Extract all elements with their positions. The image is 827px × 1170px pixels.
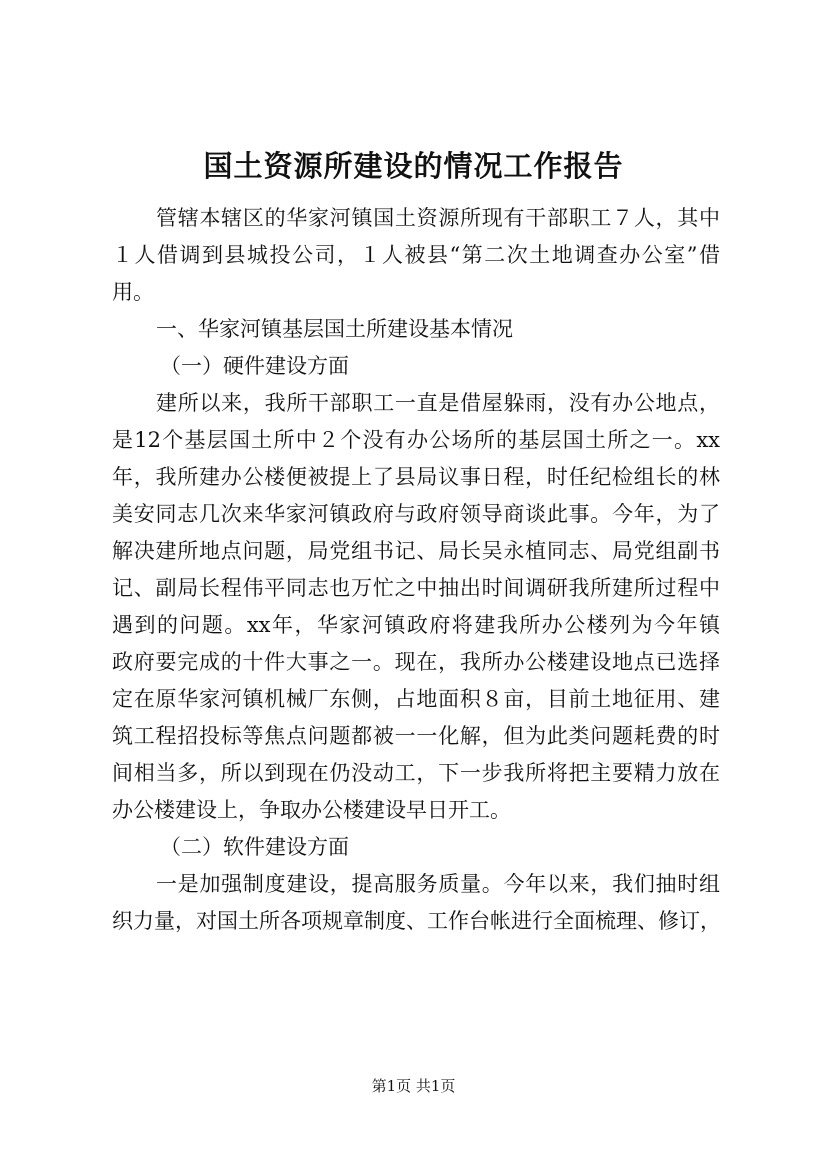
text-line: 间相当多，所以到现在仍没动工，下一步我所将把主要精力放在 xyxy=(112,761,720,785)
text-line: 是12个基层国土所中２个没有办公场所的基层国土所之一。xx xyxy=(112,428,720,452)
text-line: （一）硬件建设方面 xyxy=(160,354,349,378)
text-line: 定在原华家河镇机械厂东侧，占地面积８亩，目前土地征用、建 xyxy=(112,687,720,711)
text-line: １人借调到县城投公司，１人被县“第二次土地调查办公室”借 xyxy=(112,243,720,267)
text-line: 筑工程招投标等焦点问题都被一一化解，但为此类问题耗费的时 xyxy=(112,724,720,748)
text-line: 美安同志几次来华家河镇政府与政府领导商谈此事。今年，为了 xyxy=(112,502,720,526)
text-line: （二）软件建设方面 xyxy=(160,835,349,859)
text-line: 织力量，对国土所各项规章制度、工作台帐进行全面梳理、修订， xyxy=(112,909,721,933)
text-line: 解决建所地点问题，局党组书记、局长吴永植同志、局党组副书 xyxy=(112,539,720,563)
page-footer: 第1页 共1页 xyxy=(371,1077,456,1095)
text-line: 管辖本辖区的华家河镇国土资源所现有干部职工７人，其中 xyxy=(156,206,720,230)
text-line: 遇到的问题。xx年，华家河镇政府将建我所办公楼列为今年镇 xyxy=(112,613,720,637)
text-line: 年，我所建办公楼便被提上了县局议事日程，时任纪检组长的林 xyxy=(112,465,720,489)
text-line: 一、华家河镇基层国土所建设基本情况 xyxy=(156,317,513,341)
text-line: 用。 xyxy=(112,280,154,304)
document-title: 国土资源所建设的情况工作报告 xyxy=(203,149,624,183)
document-body xyxy=(112,200,720,940)
text-line: 政府要完成的十件大事之一。现在，我所办公楼建设地点已选择 xyxy=(112,650,720,674)
text-line: 建所以来，我所干部职工一直是借屋躲雨，没有办公地点， xyxy=(156,391,720,415)
text-line: 办公楼建设上，争取办公楼建设早日开工。 xyxy=(112,798,511,822)
text-line: 一是加强制度建设，提高服务质量。今年以来，我们抽时组 xyxy=(156,872,720,896)
text-line: 记、副局长程伟平同志也万忙之中抽出时间调研我所建所过程中 xyxy=(112,576,720,600)
